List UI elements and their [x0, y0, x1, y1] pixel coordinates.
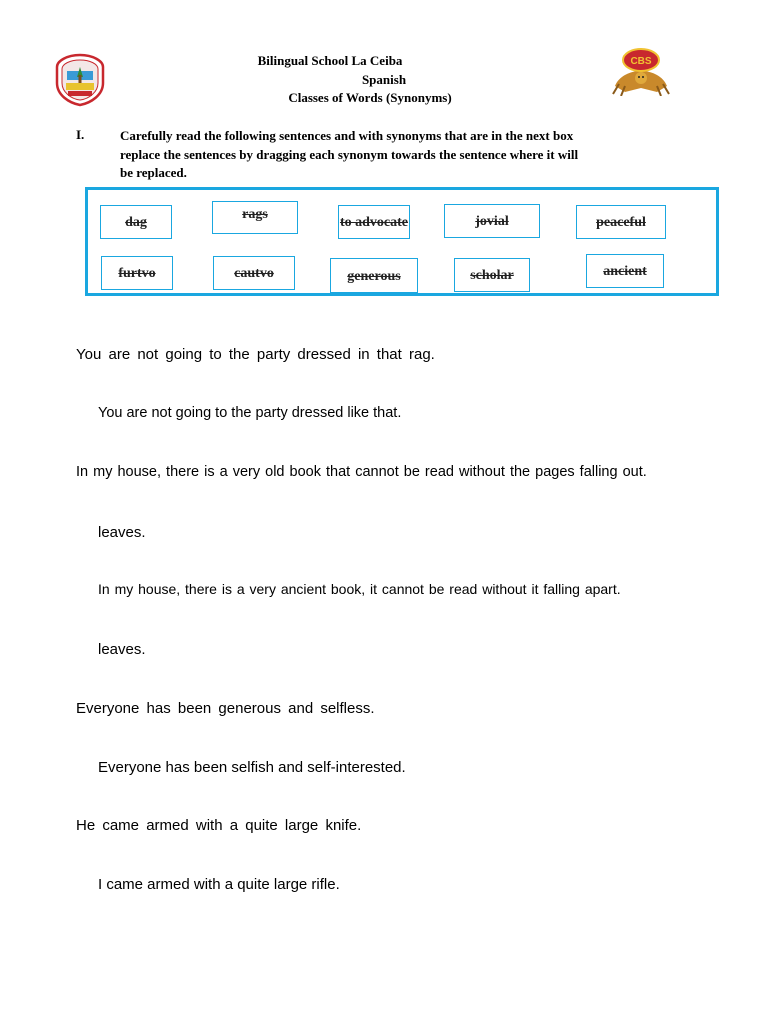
- cbs-logo-text: CBS: [630, 56, 652, 67]
- sentence-2-rewrite: In my house, there is a very ancient book, it cannot be read without it falling apart.: [98, 581, 621, 597]
- word-tile-dag[interactable]: dag: [100, 205, 172, 239]
- school-crest-logo: [53, 53, 107, 107]
- word-tile-cautvo[interactable]: cautvo: [213, 256, 295, 290]
- cbs-logo: [609, 46, 673, 96]
- word-tile-to-advocate[interactable]: to advocate: [338, 205, 410, 239]
- instruction-number: I.: [76, 127, 85, 142]
- sentence-2: In my house, there is a very old book that cannot be read without the pages falling out.: [76, 464, 647, 480]
- word-bank: [85, 187, 719, 296]
- sentence-4-rewrite: I came armed with a quite large rifle.: [98, 876, 340, 893]
- sentence-1: You are not going to the party dressed in that rag.: [76, 346, 435, 363]
- sentence-1-rewrite: You are not going to the party dressed like that.: [98, 405, 402, 421]
- word-tile-generous[interactable]: generous: [330, 258, 418, 293]
- sentence-3-rewrite: Everyone has been selfish and self-interested.: [98, 759, 406, 776]
- subject-title: Spanish: [361, 72, 407, 87]
- word-tile-peaceful[interactable]: peaceful: [576, 205, 666, 239]
- topic-title: Classes of Words (Synonyms): [288, 90, 452, 105]
- word-tile-furtvo[interactable]: furtvo: [101, 256, 173, 290]
- word-tile-scholar[interactable]: scholar: [454, 258, 530, 292]
- sentence-4: He came armed with a quite large knife.: [76, 817, 362, 834]
- word-tile-ancient[interactable]: ancient: [586, 254, 664, 288]
- word-tile-jovial[interactable]: jovial: [444, 204, 540, 238]
- instruction-text: Carefully read the following sentences and with synonyms that are in the next box replace the sentences by dragging each synonym towards the sentence where it will be replaced.: [120, 128, 579, 180]
- sentence-2-rewrite-leaves: leaves.: [98, 641, 146, 658]
- sentence-3: Everyone has been generous and selfless.: [76, 700, 375, 717]
- sentence-2-leaves: leaves.: [98, 524, 146, 541]
- word-tile-rags[interactable]: rags: [212, 201, 298, 234]
- school-name: Bilingual School La Ceiba: [257, 53, 403, 68]
